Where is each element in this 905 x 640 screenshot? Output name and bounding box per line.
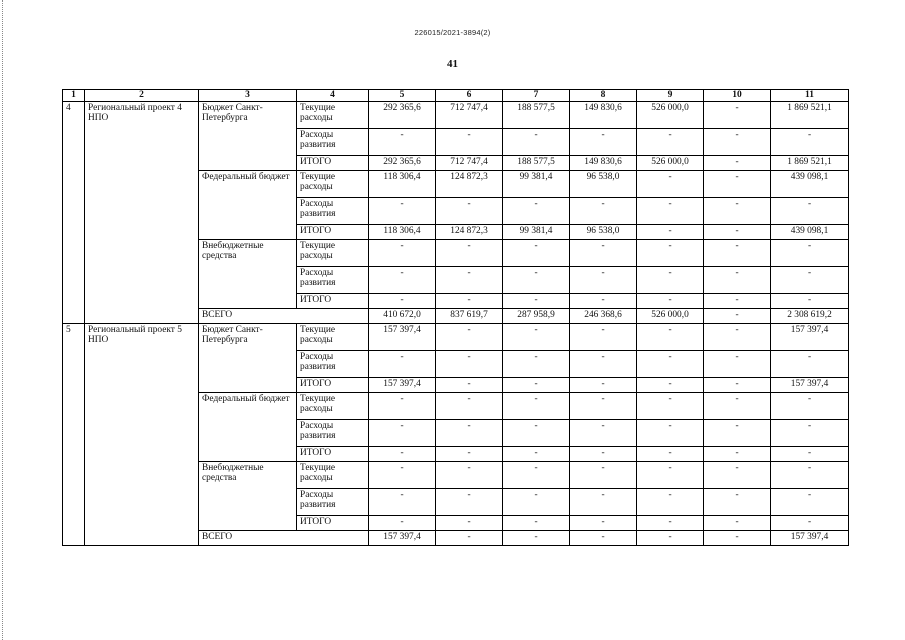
expense-type: ИТОГО <box>297 293 369 308</box>
amount-cell: - <box>436 392 503 419</box>
expense-type: Текущие расходы <box>297 392 369 419</box>
amount-cell: - <box>503 377 570 392</box>
amount-cell: - <box>570 239 637 266</box>
amount-cell: - <box>570 446 637 461</box>
amount-cell: - <box>503 392 570 419</box>
table-row <box>63 101 849 128</box>
total-amount-cell: - <box>503 530 570 545</box>
amount-cell: - <box>704 155 771 170</box>
total-amount-cell: 157 397,4 <box>771 530 849 545</box>
amount-cell: - <box>637 419 704 446</box>
amount-cell: - <box>503 197 570 224</box>
expense-type: Текущие расходы <box>297 239 369 266</box>
amount-cell: - <box>771 446 849 461</box>
amount-cell: 292 365,6 <box>369 101 436 128</box>
amount-cell: - <box>369 419 436 446</box>
amount-cell: - <box>704 392 771 419</box>
funding-source: Внебюджетные средства <box>199 461 297 530</box>
amount-cell: - <box>704 323 771 350</box>
amount-cell: 157 397,4 <box>771 377 849 392</box>
amount-cell: 124 872,3 <box>436 170 503 197</box>
amount-cell: - <box>436 197 503 224</box>
amount-cell: 1 869 521,1 <box>771 155 849 170</box>
amount-cell: - <box>436 446 503 461</box>
amount-cell: - <box>369 239 436 266</box>
amount-cell: - <box>369 515 436 530</box>
amount-cell: - <box>503 488 570 515</box>
amount-cell: - <box>704 224 771 239</box>
total-amount-cell: 410 672,0 <box>369 308 436 323</box>
amount-cell: - <box>704 239 771 266</box>
expense-type: ИТОГО <box>297 224 369 239</box>
amount-cell: - <box>637 128 704 155</box>
amount-cell: - <box>637 488 704 515</box>
expense-type: ИТОГО <box>297 377 369 392</box>
expense-type: Текущие расходы <box>297 461 369 488</box>
funding-source: Бюджет Санкт-Петербурга <box>199 101 297 170</box>
amount-cell: - <box>503 323 570 350</box>
amount-cell: - <box>637 323 704 350</box>
amount-cell: 124 872,3 <box>436 224 503 239</box>
amount-cell: 439 098,1 <box>771 224 849 239</box>
amount-cell: - <box>637 515 704 530</box>
amount-cell: - <box>570 293 637 308</box>
total-amount-cell: 837 619,7 <box>436 308 503 323</box>
total-amount-cell: 246 368,6 <box>570 308 637 323</box>
amount-cell: 439 098,1 <box>771 170 849 197</box>
expense-type: Расходы развития <box>297 197 369 224</box>
total-amount-cell: 287 958,9 <box>503 308 570 323</box>
expense-type: ИТОГО <box>297 515 369 530</box>
amount-cell: 157 397,4 <box>369 377 436 392</box>
amount-cell: - <box>771 128 849 155</box>
expense-type: ИТОГО <box>297 446 369 461</box>
amount-cell: - <box>436 128 503 155</box>
amount-cell: - <box>436 239 503 266</box>
total-amount-cell: - <box>570 530 637 545</box>
amount-cell: - <box>570 377 637 392</box>
amount-cell: - <box>503 266 570 293</box>
amount-cell: - <box>436 266 503 293</box>
expense-type: Текущие расходы <box>297 323 369 350</box>
amount-cell: - <box>436 323 503 350</box>
amount-cell: - <box>369 461 436 488</box>
amount-cell: - <box>503 239 570 266</box>
total-amount-cell: 526 000,0 <box>637 308 704 323</box>
amount-cell: 99 381,4 <box>503 170 570 197</box>
column-header: 1 <box>63 90 85 102</box>
expense-type: Текущие расходы <box>297 170 369 197</box>
budget-table <box>62 89 849 546</box>
amount-cell: 157 397,4 <box>369 323 436 350</box>
total-label: ВСЕГО <box>199 308 369 323</box>
amount-cell: 118 306,4 <box>369 224 436 239</box>
amount-cell: - <box>570 419 637 446</box>
project-name: Региональный проект 5 НПО <box>85 323 199 545</box>
total-amount-cell: - <box>436 530 503 545</box>
amount-cell: - <box>637 224 704 239</box>
amount-cell: - <box>436 293 503 308</box>
budget-table-body <box>63 101 849 545</box>
amount-cell: - <box>771 461 849 488</box>
amount-cell: - <box>369 293 436 308</box>
amount-cell: - <box>570 392 637 419</box>
amount-cell: 157 397,4 <box>771 323 849 350</box>
amount-cell: - <box>771 488 849 515</box>
amount-cell: - <box>637 350 704 377</box>
amount-cell: - <box>637 392 704 419</box>
project-number: 4 <box>63 101 85 323</box>
amount-cell: - <box>436 350 503 377</box>
amount-cell: - <box>436 515 503 530</box>
amount-cell: - <box>637 170 704 197</box>
column-header: 3 <box>199 90 297 102</box>
amount-cell: - <box>436 488 503 515</box>
column-header: 5 <box>369 90 436 102</box>
funding-source: Федеральный бюджет <box>199 170 297 239</box>
amount-cell: - <box>637 197 704 224</box>
amount-cell: - <box>503 419 570 446</box>
amount-cell: 292 365,6 <box>369 155 436 170</box>
amount-cell: - <box>570 350 637 377</box>
column-header: 10 <box>704 90 771 102</box>
amount-cell: - <box>704 377 771 392</box>
amount-cell: - <box>503 350 570 377</box>
amount-cell: - <box>704 293 771 308</box>
amount-cell: - <box>771 293 849 308</box>
funding-source: Федеральный бюджет <box>199 392 297 461</box>
amount-cell: - <box>369 392 436 419</box>
amount-cell: - <box>570 197 637 224</box>
amount-cell: - <box>570 128 637 155</box>
document-registration-id: 226015/2021-3894(2) <box>414 28 491 37</box>
amount-cell: - <box>771 239 849 266</box>
amount-cell: 96 538,0 <box>570 170 637 197</box>
expense-type: ИТОГО <box>297 155 369 170</box>
amount-cell: - <box>436 419 503 446</box>
amount-cell: - <box>704 266 771 293</box>
total-amount-cell: 2 308 619,2 <box>771 308 849 323</box>
amount-cell: - <box>771 197 849 224</box>
project-number: 5 <box>63 323 85 545</box>
amount-cell: - <box>637 446 704 461</box>
column-header: 6 <box>436 90 503 102</box>
amount-cell: - <box>704 419 771 446</box>
amount-cell: - <box>637 461 704 488</box>
amount-cell: 149 830,6 <box>570 155 637 170</box>
amount-cell: - <box>704 515 771 530</box>
column-header: 7 <box>503 90 570 102</box>
column-header: 2 <box>85 90 199 102</box>
table-header-row <box>63 90 849 102</box>
amount-cell: - <box>369 128 436 155</box>
amount-cell: - <box>637 239 704 266</box>
amount-cell: 188 577,5 <box>503 155 570 170</box>
funding-source: Внебюджетные средства <box>199 239 297 308</box>
expense-type: Текущие расходы <box>297 101 369 128</box>
total-label: ВСЕГО <box>199 530 369 545</box>
total-amount-cell: - <box>704 308 771 323</box>
amount-cell: - <box>637 377 704 392</box>
page-number: 41 <box>447 58 458 70</box>
amount-cell: - <box>704 197 771 224</box>
total-amount-cell: - <box>637 530 704 545</box>
column-header: 11 <box>771 90 849 102</box>
amount-cell: - <box>369 197 436 224</box>
expense-type: Расходы развития <box>297 419 369 446</box>
amount-cell: 526 000,0 <box>637 155 704 170</box>
total-amount-cell: 157 397,4 <box>369 530 436 545</box>
expense-type: Расходы развития <box>297 266 369 293</box>
amount-cell: - <box>771 515 849 530</box>
amount-cell: - <box>771 419 849 446</box>
table-row <box>63 323 849 350</box>
amount-cell: - <box>436 461 503 488</box>
amount-cell: 712 747,4 <box>436 101 503 128</box>
amount-cell: - <box>503 128 570 155</box>
amount-cell: - <box>771 266 849 293</box>
amount-cell: 526 000,0 <box>637 101 704 128</box>
column-header: 8 <box>570 90 637 102</box>
amount-cell: - <box>436 377 503 392</box>
amount-cell: - <box>503 293 570 308</box>
amount-cell: 96 538,0 <box>570 224 637 239</box>
total-amount-cell: - <box>704 530 771 545</box>
amount-cell: 99 381,4 <box>503 224 570 239</box>
amount-cell: - <box>637 293 704 308</box>
amount-cell: - <box>704 101 771 128</box>
amount-cell: - <box>704 128 771 155</box>
expense-type: Расходы развития <box>297 488 369 515</box>
amount-cell: 1 869 521,1 <box>771 101 849 128</box>
amount-cell: - <box>704 170 771 197</box>
amount-cell: - <box>704 446 771 461</box>
project-name: Региональный проект 4 НПО <box>85 101 199 323</box>
amount-cell: 712 747,4 <box>436 155 503 170</box>
amount-cell: - <box>570 461 637 488</box>
amount-cell: - <box>570 323 637 350</box>
amount-cell: - <box>369 488 436 515</box>
amount-cell: - <box>704 461 771 488</box>
amount-cell: - <box>771 350 849 377</box>
funding-source: Бюджет Санкт-Петербурга <box>199 323 297 392</box>
amount-cell: - <box>704 488 771 515</box>
amount-cell: - <box>369 446 436 461</box>
amount-cell: 188 577,5 <box>503 101 570 128</box>
amount-cell: 118 306,4 <box>369 170 436 197</box>
page-binding-edge <box>2 0 6 640</box>
amount-cell: - <box>704 350 771 377</box>
column-header: 9 <box>637 90 704 102</box>
amount-cell: - <box>369 266 436 293</box>
amount-cell: - <box>570 266 637 293</box>
amount-cell: - <box>771 392 849 419</box>
expense-type: Расходы развития <box>297 350 369 377</box>
expense-type: Расходы развития <box>297 128 369 155</box>
amount-cell: - <box>503 515 570 530</box>
amount-cell: - <box>503 461 570 488</box>
amount-cell: 149 830,6 <box>570 101 637 128</box>
amount-cell: - <box>503 446 570 461</box>
amount-cell: - <box>570 488 637 515</box>
column-header: 4 <box>297 90 369 102</box>
amount-cell: - <box>570 515 637 530</box>
amount-cell: - <box>637 266 704 293</box>
amount-cell: - <box>369 350 436 377</box>
